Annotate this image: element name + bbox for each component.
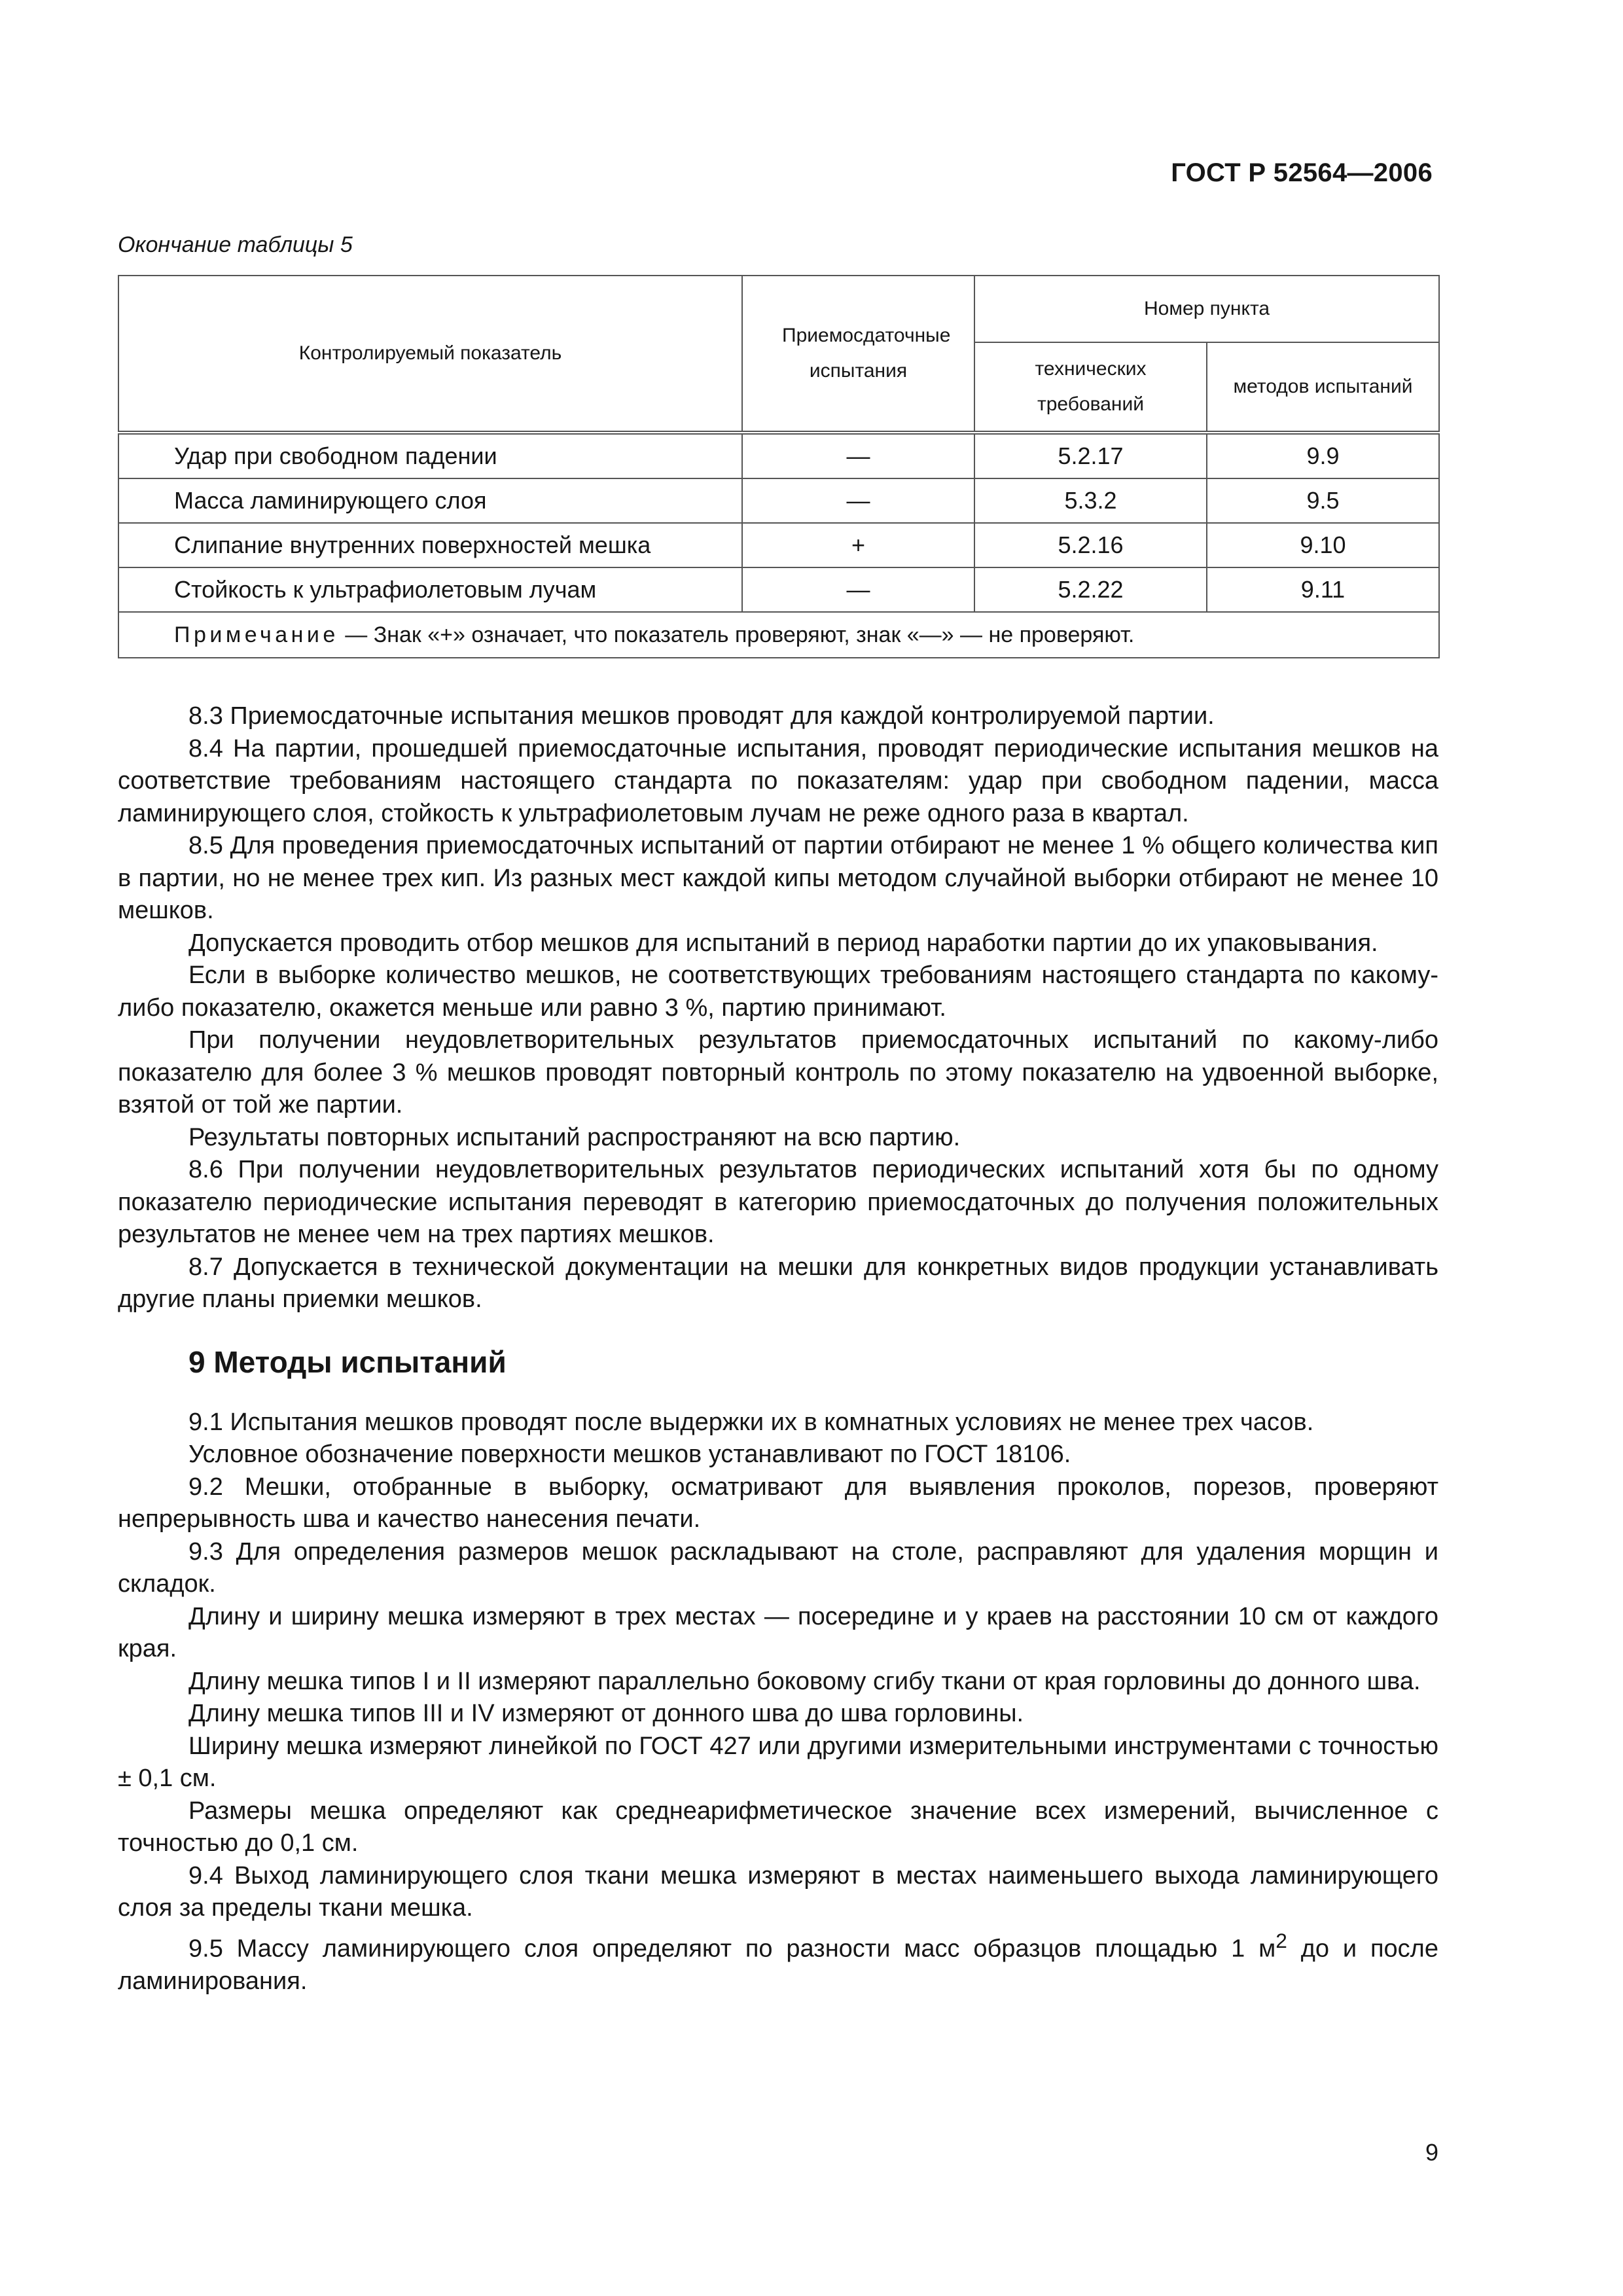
header-item-number: Номер пункта	[974, 276, 1439, 342]
row-indicator: Стойкость к ультрафиолетовым лучам	[118, 567, 742, 612]
paragraph-8-5: 8.5 Для проведения приемосдаточных испытаний от партии отбирают не менее 1 % общего количества кип в партии, но не менее трех кип. Из разных мест каждой кипы методом случайной выборки отбирают не менее 10 мешков.	[118, 832, 1438, 924]
table-row	[118, 478, 1439, 523]
control-indicators-table	[118, 275, 1440, 658]
paragraph-8-5-retest-scope: Результаты повторных испытаний распространяют на всю партию.	[188, 1123, 961, 1151]
paragraph-9-5-text: 9.5 Массу ламинирующего слоя определяют по разности масс образцов площадью 1 м	[188, 1935, 1276, 1963]
row-test-method: 9.5	[1207, 478, 1439, 523]
row-indicator: Слипание внутренних поверхностей мешка	[118, 523, 742, 567]
row-indicator: Масса ламинирующего слоя	[118, 478, 742, 523]
document-standard-header: ГОСТ Р 52564—2006	[1171, 158, 1433, 187]
row-technical-requirement: 5.2.22	[974, 567, 1207, 612]
header-acceptance-tests: Приемосдаточные испытания	[742, 276, 974, 433]
table-row	[118, 567, 1439, 612]
paragraph-8-5-selection-timing: Допускается проводить отбор мешков для испытаний в период наработки партии до их упаковывания.	[188, 929, 1378, 957]
row-test-method: 9.10	[1207, 523, 1439, 567]
row-acceptance: —	[742, 567, 974, 612]
paragraph-9-4: 9.4 Выход ламинирующего слоя ткани мешка измеряют в местах наименьшего выхода ламинирующего слоя за пределы ткани мешка.	[118, 1861, 1438, 1922]
paragraph-9-3-measure-places: Длину и ширину мешка измеряют в трех местах — посередине и у краев на расстоянии 10 см от каждого края.	[118, 1602, 1438, 1662]
paragraph-8-7: 8.7 Допускается в технической документации на мешки для конкретных видов продукции устанавливать другие планы приемки мешков.	[118, 1253, 1438, 1313]
note-text: — Знак «+» означает, что показатель проверяют, знак «—» — не проверяют.	[338, 622, 1135, 647]
paragraph-9-3-width: Ширину мешка измеряют линейкой по ГОСТ 427 или другими измерительными инструментами с точностью ± 0,1 см.	[118, 1732, 1438, 1792]
table-row	[118, 523, 1439, 567]
table-caption: Окончание таблицы 5	[118, 232, 353, 257]
row-indicator: Удар при свободном падении	[118, 433, 742, 478]
section-heading-9: 9 Методы испытаний	[188, 1344, 507, 1379]
header-technical-requirements: технических требований	[974, 342, 1207, 433]
paragraph-9-2: 9.2 Мешки, отобранные в выборку, осматривают для выявления проколов, порезов, проверяют непрерывность шва и качество нанесения печати.	[118, 1473, 1438, 1533]
row-test-method: 9.9	[1207, 433, 1439, 478]
row-acceptance: +	[742, 523, 974, 567]
paragraph-9-3: 9.3 Для определения размеров мешок раскладывают на столе, расправляют для удаления морщин и складок.	[118, 1537, 1438, 1598]
table-row	[118, 433, 1439, 478]
paragraph-9-3-length-types-3-4: Длину мешка типов III и IV измеряют от донного шва до шва горловины.	[188, 1700, 1024, 1727]
paragraph-9-1-surface-designation: Условное обозначение поверхности мешков устанавливают по ГОСТ 18106.	[188, 1441, 1071, 1468]
document-body	[118, 700, 1438, 1998]
paragraph-9-1: 9.1 Испытания мешков проводят после выдержки их в комнатных условиях не менее трех часов.	[188, 1408, 1314, 1436]
paragraph-8-4: 8.4 На партии, прошедшей приемосдаточные испытания, проводят периодические испытания мешков на соответствие требованиям настоящего стандарта по показателям: удар при свободном падении, масса ламинирующего слоя, стойкость к ультрафиолетовым лучам не реже одного раза в квартал.	[118, 734, 1438, 827]
row-test-method: 9.11	[1207, 567, 1439, 612]
row-technical-requirement: 5.2.16	[974, 523, 1207, 567]
paragraph-8-6: 8.6 При получении неудовлетворительных результатов периодических испытаний хотя бы по одному показателю периодические испытания переводят в категорию приемосдаточных до получения положительных результатов не менее чем на трех партиях мешков.	[118, 1156, 1438, 1248]
paragraph-8-5-retest-rule: При получении неудовлетворительных результатов приемосдаточных испытаний по какому-либо показателю для более 3 % мешков проводят повторный контроль по этому показателю на удвоенной выборке, взятой от той же партии.	[118, 1026, 1438, 1119]
row-technical-requirement: 5.2.17	[974, 433, 1207, 478]
square-meter-superscript: 2	[1275, 1928, 1287, 1952]
paragraph-9-3-length-types-1-2: Длину мешка типов I и II измеряют параллельно боковому сгибу ткани от края горловины до донного шва.	[188, 1667, 1421, 1695]
paragraph-9-3-average: Размеры мешка определяют как среднеарифметическое значение всех измерений, вычисленное с точностью до 0,1 см.	[118, 1797, 1438, 1857]
paragraph-9-5	[118, 1925, 1438, 1998]
header-indicator: Контролируемый показатель	[118, 276, 742, 433]
paragraph-8-3: 8.3 Приемосдаточные испытания мешков проводят для каждой контролируемой партии.	[188, 702, 1215, 730]
note-label: Примечание	[174, 622, 339, 647]
row-technical-requirement: 5.3.2	[974, 478, 1207, 523]
table-note	[118, 612, 1439, 658]
table-note-row	[118, 612, 1439, 658]
paragraph-8-5-acceptance-rule: Если в выборке количество мешков, не соответствующих требованиям настоящего стандарта по какому-либо показателю, окажется меньше или равно 3 %, партию принимают.	[118, 961, 1438, 1022]
page-number: 9	[1425, 2139, 1438, 2166]
header-test-methods: методов испытаний	[1207, 342, 1439, 433]
row-acceptance: —	[742, 433, 974, 478]
row-acceptance: —	[742, 478, 974, 523]
paragraph-9-5-text-end: до и после ламинирования.	[118, 1935, 1438, 1995]
